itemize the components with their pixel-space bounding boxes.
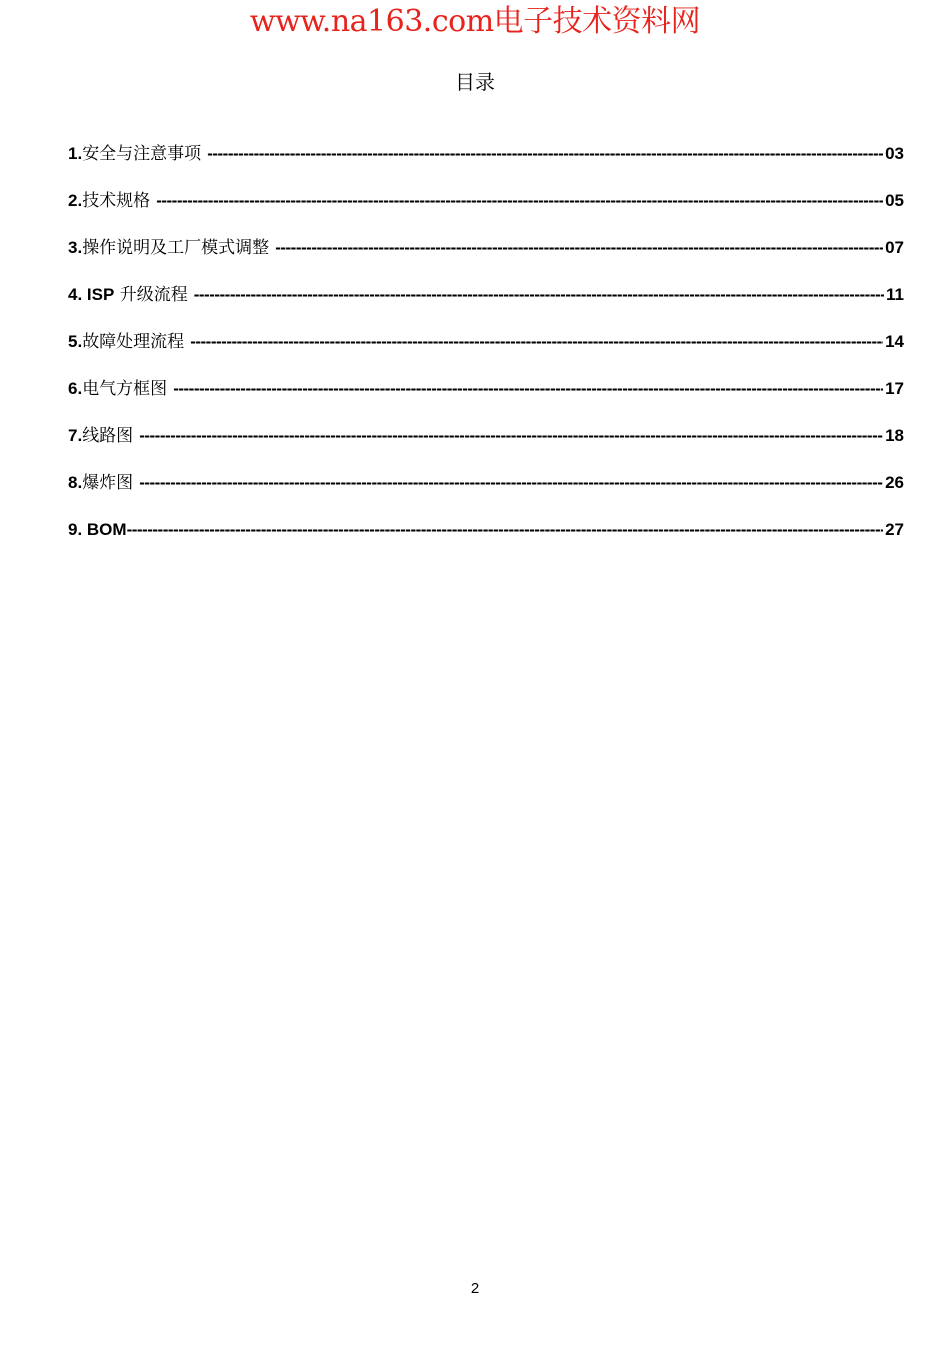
toc-entry-label: 技术规格 [82, 191, 151, 211]
toc-entry-page: 03 [885, 144, 904, 163]
toc-entry-label: 安全与注意事项 [82, 144, 202, 164]
toc-entry-circuit-diagram[interactable] [68, 424, 904, 471]
toc-entry-number: 8. [68, 473, 83, 492]
page-number: 2 [470, 1280, 480, 1297]
toc-leader-dashes [139, 471, 883, 495]
toc-entry-label: 升级流程 [114, 285, 188, 305]
toc-entry-number: 6. [68, 379, 83, 398]
toc-entry-number: 2. [68, 191, 83, 210]
toc-entry-label-latin: BOM [86, 520, 127, 539]
toc-entry-exploded-view[interactable] [68, 471, 904, 518]
toc-entry-page: 18 [885, 426, 904, 445]
toc-leader-dashes [275, 236, 883, 260]
toc-entry-label: 线路图 [82, 426, 134, 446]
toc-entry-isp-upgrade[interactable] [68, 283, 904, 330]
toc-entry-number: 9. [68, 520, 87, 539]
toc-leader-dashes [139, 424, 883, 448]
toc-entry-page: 26 [885, 473, 904, 492]
watermark-header: www.na163.com电子技术资料网 [249, 4, 701, 39]
toc-entry-number: 4. [68, 285, 87, 304]
page-title: 目录 [455, 70, 495, 94]
toc-entry-block-diagram[interactable] [68, 377, 904, 424]
toc-leader-dashes [127, 518, 884, 542]
toc-entry-page: 14 [885, 332, 904, 351]
toc-entry-page: 17 [885, 379, 904, 398]
toc-entry-page: 07 [885, 238, 904, 257]
toc-entry-number: 3. [68, 238, 83, 257]
toc-leader-dashes [194, 283, 884, 307]
toc-entry-number: 1. [68, 144, 83, 163]
toc-entry-label: 电气方框图 [82, 379, 168, 399]
toc-leader-dashes [156, 189, 883, 213]
toc-entry-label: 故障处理流程 [82, 332, 185, 352]
toc-entry-page: 05 [885, 191, 904, 210]
toc-leader-dashes [190, 330, 883, 354]
toc-entry-label-latin: ISP [86, 285, 115, 304]
toc-entry-bom[interactable] [68, 518, 904, 565]
toc-entry-safety[interactable] [68, 142, 904, 189]
table-of-contents [68, 142, 904, 565]
toc-entry-page: 27 [885, 520, 904, 539]
toc-entry-number: 5. [68, 332, 83, 351]
toc-entry-label: 操作说明及工厂模式调整 [82, 238, 270, 258]
toc-entry-label: 爆炸图 [82, 473, 134, 493]
toc-entry-operation[interactable] [68, 236, 904, 283]
toc-entry-troubleshooting[interactable] [68, 330, 904, 377]
toc-entry-number: 7. [68, 426, 83, 445]
toc-entry-specifications[interactable] [68, 189, 904, 236]
toc-leader-dashes [207, 142, 883, 166]
toc-leader-dashes [173, 377, 883, 401]
toc-entry-page: 11 [886, 285, 904, 304]
